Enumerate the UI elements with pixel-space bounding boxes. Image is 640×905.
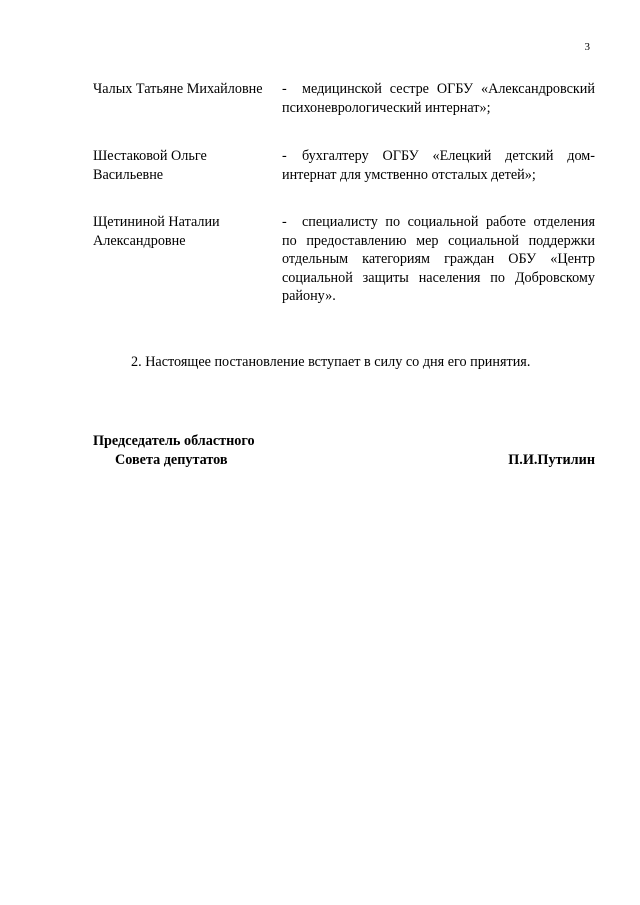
recipient-description-text: бухгалтеру ОГБУ «Елецкий детский дом-интернат для умственно отсталых детей»; xyxy=(282,148,595,183)
signature-block xyxy=(93,432,595,469)
recipient-row xyxy=(93,147,595,184)
recipient-description-text: специалисту по социальной работе отделения по предоставлению мер социальной поддержки отдельным категориям граждан ОБУ «Центр социальной защиты населения по Добровскому району». xyxy=(282,214,595,304)
recipient-description xyxy=(282,213,595,306)
signature-title-line-1: Председатель областного xyxy=(93,433,255,449)
dash: - xyxy=(282,81,287,97)
recipient-description xyxy=(282,80,595,117)
page-number: 3 xyxy=(584,41,590,53)
clause-2: 2. Настоящее постановление вступает в силу со дня его принятия. xyxy=(131,354,531,370)
dash: - xyxy=(282,214,287,230)
recipient-row xyxy=(93,213,595,306)
recipient-row xyxy=(93,80,595,117)
recipient-name: Щетининой Наталии Александровне xyxy=(93,214,220,249)
recipient-description-text: медицинской сестре ОГБУ «Александровский психоневрологический интернат»; xyxy=(282,81,595,116)
recipient-description xyxy=(282,147,595,184)
dash: - xyxy=(282,148,287,164)
recipient-name: Шестаковой Ольге Васильевне xyxy=(93,148,207,183)
signatory-name: П.И.Путилин xyxy=(508,451,595,468)
signature-title-line-2: Совета депутатов xyxy=(115,451,228,468)
recipients-list xyxy=(93,80,595,336)
recipient-name: Чалых Татьяне Михайловне xyxy=(93,81,263,97)
